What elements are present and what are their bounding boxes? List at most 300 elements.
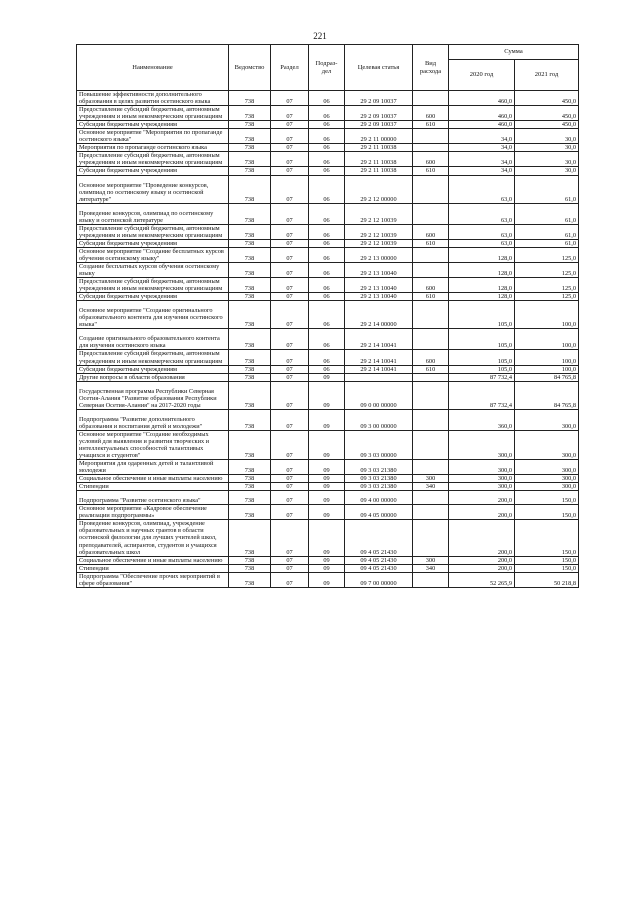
row-subsection: 09 <box>309 460 345 475</box>
row-section: 07 <box>271 278 309 293</box>
row-section: 07 <box>271 167 309 175</box>
row-name: Стипендии <box>77 564 229 572</box>
row-amount-2021: 300,0 <box>515 483 579 491</box>
row-subsection: 06 <box>309 365 345 373</box>
row-amount-2020: 105,0 <box>449 329 515 350</box>
table-row <box>77 167 579 175</box>
table-row <box>77 175 579 203</box>
row-amount-2020: 128,0 <box>449 293 515 301</box>
row-amount-2021: 125,0 <box>515 262 579 277</box>
row-subsection: 06 <box>309 106 345 121</box>
row-subsection: 06 <box>309 293 345 301</box>
row-subsection: 06 <box>309 278 345 293</box>
row-amount-2020: 300,0 <box>449 483 515 491</box>
row-amount-2021: 100,0 <box>515 329 579 350</box>
table-row <box>77 409 579 430</box>
row-subsection: 06 <box>309 203 345 224</box>
row-subsection: 06 <box>309 129 345 144</box>
row-section: 07 <box>271 572 309 587</box>
row-exp-type: 340 <box>413 483 449 491</box>
row-subsection: 06 <box>309 350 345 365</box>
row-dept: 738 <box>229 572 271 587</box>
row-subsection: 06 <box>309 262 345 277</box>
table-row <box>77 381 579 409</box>
table-row <box>77 564 579 572</box>
row-name: Повышение эффективности дополнительного образования в целях развития осетинского языка <box>77 91 229 106</box>
row-exp-type: 600 <box>413 152 449 167</box>
row-section: 07 <box>271 91 309 106</box>
row-dept: 738 <box>229 460 271 475</box>
table-row <box>77 475 579 483</box>
row-section: 07 <box>271 491 309 505</box>
row-amount-2020: 460,0 <box>449 121 515 129</box>
row-name: Подпрограмма "Обеспечение прочих мероприятий в сфере образования" <box>77 572 229 587</box>
header-section: Раздел <box>271 45 309 91</box>
row-target: 29 2 11 10038 <box>345 167 413 175</box>
table-header <box>77 45 579 91</box>
row-amount-2021: 300,0 <box>515 475 579 483</box>
row-exp-type <box>413 329 449 350</box>
row-amount-2020: 63,0 <box>449 224 515 239</box>
row-subsection: 06 <box>309 175 345 203</box>
row-amount-2021: 450,0 <box>515 121 579 129</box>
row-dept: 738 <box>229 365 271 373</box>
row-exp-type <box>413 247 449 262</box>
row-name: Государственная программа Республики Северная Осетия-Алания "Развитие образования Республики Северная Осетия-Алания" на 2017-2020 годы <box>77 381 229 409</box>
row-subsection: 09 <box>309 475 345 483</box>
row-dept: 738 <box>229 203 271 224</box>
row-target: 09 4 05 00000 <box>345 505 413 520</box>
row-amount-2021: 100,0 <box>515 350 579 365</box>
row-amount-2020: 360,0 <box>449 409 515 430</box>
table-row <box>77 293 579 301</box>
row-section: 07 <box>271 129 309 144</box>
row-target: 09 4 05 21430 <box>345 556 413 564</box>
table-row <box>77 301 579 329</box>
table-row <box>77 262 579 277</box>
row-section: 07 <box>271 381 309 409</box>
row-amount-2020: 34,0 <box>449 167 515 175</box>
row-subsection: 06 <box>309 152 345 167</box>
row-subsection: 09 <box>309 520 345 556</box>
row-dept: 738 <box>229 301 271 329</box>
row-target: 29 2 13 10040 <box>345 262 413 277</box>
row-amount-2021: 30,0 <box>515 144 579 152</box>
row-dept: 738 <box>229 329 271 350</box>
header-year-2021: 2021 год <box>515 60 579 91</box>
row-name: Основное мероприятие «Кадровое обеспечение реализации подпрограммы» <box>77 505 229 520</box>
table-row <box>77 144 579 152</box>
row-dept: 738 <box>229 91 271 106</box>
row-amount-2021: 30,0 <box>515 167 579 175</box>
table-row <box>77 373 579 381</box>
table-row <box>77 460 579 475</box>
row-exp-type: 300 <box>413 556 449 564</box>
row-subsection: 09 <box>309 430 345 459</box>
row-section: 07 <box>271 144 309 152</box>
row-amount-2020: 460,0 <box>449 91 515 106</box>
row-amount-2020: 63,0 <box>449 203 515 224</box>
row-target: 29 2 14 10041 <box>345 329 413 350</box>
row-name: Создание оригинального образовательного контента для изучения осетинского языка <box>77 329 229 350</box>
row-name: Субсидии бюджетным учреждениям <box>77 293 229 301</box>
row-subsection: 09 <box>309 483 345 491</box>
row-amount-2021: 150,0 <box>515 564 579 572</box>
row-target: 09 3 03 21380 <box>345 483 413 491</box>
row-target: 29 2 09 10037 <box>345 121 413 129</box>
row-exp-type <box>413 572 449 587</box>
row-amount-2021: 61,0 <box>515 239 579 247</box>
row-dept: 738 <box>229 475 271 483</box>
row-amount-2021: 100,0 <box>515 301 579 329</box>
row-section: 07 <box>271 505 309 520</box>
header-exp-type: Вид расхода <box>413 45 449 91</box>
row-section: 07 <box>271 556 309 564</box>
row-dept: 738 <box>229 224 271 239</box>
row-section: 07 <box>271 106 309 121</box>
row-amount-2021: 125,0 <box>515 278 579 293</box>
row-target: 29 2 14 10041 <box>345 350 413 365</box>
row-amount-2020: 200,0 <box>449 505 515 520</box>
row-exp-type: 300 <box>413 475 449 483</box>
table-row <box>77 203 579 224</box>
row-dept: 738 <box>229 556 271 564</box>
row-exp-type <box>413 381 449 409</box>
row-section: 07 <box>271 520 309 556</box>
row-target: 29 2 12 10039 <box>345 239 413 247</box>
row-exp-type <box>413 505 449 520</box>
row-name: Предоставление субсидий бюджетным, автономным учреждениям и иным некоммерческим организациям <box>77 224 229 239</box>
row-section: 07 <box>271 430 309 459</box>
row-subsection: 09 <box>309 381 345 409</box>
row-dept: 738 <box>229 106 271 121</box>
row-amount-2020: 128,0 <box>449 278 515 293</box>
row-exp-type <box>413 520 449 556</box>
row-name: Другие вопросы в области образования <box>77 373 229 381</box>
table-row <box>77 329 579 350</box>
row-dept: 738 <box>229 278 271 293</box>
row-name: Проведение конкурсов, олимпиад, учреждение образовательных и научных грантов в области осетинской филологии для лучших учителей школ, преподавателей, аспирантов, студентов и учащихся образовательных школ <box>77 520 229 556</box>
row-amount-2020: 200,0 <box>449 564 515 572</box>
row-amount-2020: 200,0 <box>449 491 515 505</box>
row-name: Основное мероприятие "Создание необходимых условий для выявления и развития творческих и интеллектуальных способностей талантливых учащихся и студентов" <box>77 430 229 459</box>
row-name: Основное мероприятие "Мероприятия по пропаганде осетинского языка" <box>77 129 229 144</box>
row-section: 07 <box>271 373 309 381</box>
row-subsection: 06 <box>309 91 345 106</box>
row-name: Субсидии бюджетным учреждениям <box>77 121 229 129</box>
table-row <box>77 121 579 129</box>
row-name: Создание бесплатных курсов обучения осетинскому языку <box>77 262 229 277</box>
row-section: 07 <box>271 329 309 350</box>
table-row <box>77 483 579 491</box>
row-amount-2020: 105,0 <box>449 301 515 329</box>
row-exp-type: 600 <box>413 350 449 365</box>
row-name: Предоставление субсидий бюджетным, автономным учреждениям и иным некоммерческим организациям <box>77 350 229 365</box>
header-subsection: Подраз-дел <box>309 45 345 91</box>
row-name: Предоставление субсидий бюджетным, автономным учреждениям и иным некоммерческим организациям <box>77 278 229 293</box>
row-target: 29 2 13 10040 <box>345 278 413 293</box>
row-dept: 738 <box>229 491 271 505</box>
row-target: 09 4 05 21430 <box>345 564 413 572</box>
table-row <box>77 129 579 144</box>
row-exp-type: 600 <box>413 106 449 121</box>
table-body <box>77 91 579 588</box>
row-amount-2020: 128,0 <box>449 262 515 277</box>
row-section: 07 <box>271 152 309 167</box>
table-row <box>77 247 579 262</box>
row-target: 09 4 00 00000 <box>345 491 413 505</box>
row-dept: 738 <box>229 520 271 556</box>
row-exp-type <box>413 91 449 106</box>
row-exp-type <box>413 301 449 329</box>
row-section: 07 <box>271 365 309 373</box>
page-number: 221 <box>313 31 327 41</box>
row-amount-2021: 50 218,8 <box>515 572 579 587</box>
row-target: 09 3 00 00000 <box>345 409 413 430</box>
row-target: 29 2 13 10040 <box>345 293 413 301</box>
row-section: 07 <box>271 224 309 239</box>
row-name: Субсидии бюджетным учреждениям <box>77 167 229 175</box>
row-amount-2020: 460,0 <box>449 106 515 121</box>
row-target: 29 2 14 10041 <box>345 365 413 373</box>
row-exp-type <box>413 129 449 144</box>
row-amount-2021: 150,0 <box>515 556 579 564</box>
table-row <box>77 556 579 564</box>
row-section: 07 <box>271 475 309 483</box>
row-section: 07 <box>271 460 309 475</box>
row-dept: 738 <box>229 483 271 491</box>
row-dept: 738 <box>229 167 271 175</box>
row-section: 07 <box>271 350 309 365</box>
row-dept: 738 <box>229 262 271 277</box>
row-name: Основное мероприятие "Проведение конкурсов, олимпиад по осетинскому языку и осетинской литературе" <box>77 175 229 203</box>
row-name: Мероприятия по пропаганде осетинского языка <box>77 144 229 152</box>
table-row <box>77 224 579 239</box>
row-exp-type <box>413 175 449 203</box>
row-exp-type: 610 <box>413 167 449 175</box>
row-section: 07 <box>271 483 309 491</box>
row-subsection: 06 <box>309 239 345 247</box>
header-name: Наименование <box>77 45 229 91</box>
row-dept: 738 <box>229 175 271 203</box>
row-target: 29 2 11 10038 <box>345 152 413 167</box>
row-section: 07 <box>271 564 309 572</box>
row-subsection: 09 <box>309 556 345 564</box>
row-amount-2020: 52 265,9 <box>449 572 515 587</box>
table-row <box>77 430 579 459</box>
row-dept: 738 <box>229 144 271 152</box>
table-row <box>77 278 579 293</box>
row-amount-2021: 150,0 <box>515 520 579 556</box>
row-name: Субсидии бюджетным учреждениям <box>77 239 229 247</box>
row-name: Мероприятия для одаренных детей и талантливой молодежи <box>77 460 229 475</box>
row-amount-2020: 105,0 <box>449 365 515 373</box>
row-dept: 738 <box>229 564 271 572</box>
row-subsection: 06 <box>309 224 345 239</box>
row-name: Стипендии <box>77 483 229 491</box>
row-target: 29 2 14 00000 <box>345 301 413 329</box>
row-amount-2020: 128,0 <box>449 247 515 262</box>
row-name: Социальное обеспечение и иные выплаты населению <box>77 475 229 483</box>
row-dept: 738 <box>229 293 271 301</box>
row-exp-type: 340 <box>413 564 449 572</box>
row-exp-type: 610 <box>413 365 449 373</box>
row-exp-type: 610 <box>413 239 449 247</box>
row-target: 29 2 09 10037 <box>345 91 413 106</box>
row-name: Проведение конкурсов, олимпиад по осетинскому языку и осетинской литературе <box>77 203 229 224</box>
row-amount-2021: 300,0 <box>515 430 579 459</box>
row-name: Предоставление субсидий бюджетным, автономным учреждениям и иным некоммерческим организациям <box>77 106 229 121</box>
row-amount-2021: 84 765,8 <box>515 381 579 409</box>
row-exp-type: 610 <box>413 293 449 301</box>
row-amount-2020: 300,0 <box>449 460 515 475</box>
row-section: 07 <box>271 262 309 277</box>
row-target: 09 0 00 00000 <box>345 381 413 409</box>
row-amount-2021: 150,0 <box>515 505 579 520</box>
row-amount-2021: 150,0 <box>515 491 579 505</box>
row-exp-type <box>413 491 449 505</box>
row-amount-2021: 61,0 <box>515 175 579 203</box>
row-dept: 738 <box>229 247 271 262</box>
row-target: 09 7 00 00000 <box>345 572 413 587</box>
row-amount-2020: 63,0 <box>449 239 515 247</box>
row-dept: 738 <box>229 152 271 167</box>
row-amount-2021: 450,0 <box>515 91 579 106</box>
row-subsection: 09 <box>309 409 345 430</box>
header-dept: Ведомство <box>229 45 271 91</box>
row-subsection: 06 <box>309 247 345 262</box>
row-section: 07 <box>271 121 309 129</box>
row-target: 09 3 03 21380 <box>345 475 413 483</box>
table-row <box>77 572 579 587</box>
table-row <box>77 106 579 121</box>
row-dept: 738 <box>229 350 271 365</box>
row-dept: 738 <box>229 121 271 129</box>
row-amount-2020: 34,0 <box>449 152 515 167</box>
row-amount-2020: 200,0 <box>449 520 515 556</box>
row-exp-type <box>413 460 449 475</box>
row-amount-2021: 30,0 <box>515 129 579 144</box>
table-row <box>77 91 579 106</box>
row-amount-2020: 300,0 <box>449 430 515 459</box>
row-exp-type: 600 <box>413 224 449 239</box>
row-subsection: 06 <box>309 301 345 329</box>
table-row <box>77 239 579 247</box>
row-amount-2021: 300,0 <box>515 409 579 430</box>
budget-table <box>76 44 579 588</box>
row-exp-type <box>413 203 449 224</box>
row-target: 29 2 12 00000 <box>345 175 413 203</box>
row-dept: 738 <box>229 239 271 247</box>
row-subsection: 09 <box>309 572 345 587</box>
row-subsection: 06 <box>309 329 345 350</box>
row-exp-type: 610 <box>413 121 449 129</box>
table-row <box>77 350 579 365</box>
table-row <box>77 491 579 505</box>
row-section: 07 <box>271 301 309 329</box>
row-dept: 738 <box>229 505 271 520</box>
row-amount-2020: 87 732,4 <box>449 373 515 381</box>
row-subsection: 09 <box>309 491 345 505</box>
row-amount-2021: 61,0 <box>515 224 579 239</box>
row-section: 07 <box>271 247 309 262</box>
row-dept: 738 <box>229 373 271 381</box>
row-subsection: 06 <box>309 121 345 129</box>
row-name: Социальное обеспечение и иные выплаты населению <box>77 556 229 564</box>
header-target: Целевая статья <box>345 45 413 91</box>
row-amount-2020: 63,0 <box>449 175 515 203</box>
row-exp-type <box>413 409 449 430</box>
row-exp-type <box>413 144 449 152</box>
table-row <box>77 520 579 556</box>
row-dept: 738 <box>229 430 271 459</box>
row-name: Подпрограмма "Развитие дополнительного образования и воспитания детей и молодежи" <box>77 409 229 430</box>
table-row <box>77 152 579 167</box>
row-section: 07 <box>271 293 309 301</box>
row-name: Субсидии бюджетным учреждениям <box>77 365 229 373</box>
row-section: 07 <box>271 239 309 247</box>
row-target: 29 2 11 10038 <box>345 144 413 152</box>
row-amount-2021: 61,0 <box>515 203 579 224</box>
row-amount-2020: 34,0 <box>449 129 515 144</box>
row-amount-2021: 100,0 <box>515 365 579 373</box>
row-subsection: 09 <box>309 505 345 520</box>
row-name: Предоставление субсидий бюджетным, автономным учреждениям и иным некоммерческим организациям <box>77 152 229 167</box>
row-name: Основное мероприятие "Создание оригинального образовательного контента для изучения осетинского языка" <box>77 301 229 329</box>
row-target <box>345 373 413 381</box>
row-section: 07 <box>271 409 309 430</box>
row-amount-2020: 34,0 <box>449 144 515 152</box>
row-amount-2021: 125,0 <box>515 293 579 301</box>
row-amount-2020: 300,0 <box>449 475 515 483</box>
row-amount-2020: 200,0 <box>449 556 515 564</box>
row-amount-2021: 450,0 <box>515 106 579 121</box>
row-target: 29 2 13 00000 <box>345 247 413 262</box>
row-amount-2020: 87 732,4 <box>449 381 515 409</box>
row-dept: 738 <box>229 381 271 409</box>
row-amount-2021: 125,0 <box>515 247 579 262</box>
row-subsection: 06 <box>309 167 345 175</box>
table-row <box>77 365 579 373</box>
row-target: 09 3 03 21380 <box>345 460 413 475</box>
row-section: 07 <box>271 203 309 224</box>
header-sum: Сумма <box>449 45 579 60</box>
row-amount-2020: 105,0 <box>449 350 515 365</box>
row-subsection: 09 <box>309 373 345 381</box>
row-name: Основное мероприятие "Создание бесплатных курсов обучения осетинскому языку" <box>77 247 229 262</box>
header-year-2020: 2020 год <box>449 60 515 91</box>
row-target: 29 2 12 10039 <box>345 224 413 239</box>
row-target: 29 2 09 10037 <box>345 106 413 121</box>
row-amount-2021: 30,0 <box>515 152 579 167</box>
row-subsection: 06 <box>309 144 345 152</box>
row-amount-2021: 300,0 <box>515 460 579 475</box>
row-target: 29 2 11 00000 <box>345 129 413 144</box>
row-name: Подпрограмма "Развитие осетинского языка" <box>77 491 229 505</box>
row-target: 29 2 12 10039 <box>345 203 413 224</box>
row-exp-type <box>413 262 449 277</box>
row-exp-type <box>413 430 449 459</box>
row-dept: 738 <box>229 409 271 430</box>
row-amount-2021: 84 765,8 <box>515 373 579 381</box>
row-exp-type: 600 <box>413 278 449 293</box>
row-subsection: 09 <box>309 564 345 572</box>
row-dept: 738 <box>229 129 271 144</box>
row-exp-type <box>413 373 449 381</box>
row-target: 09 4 05 21430 <box>345 520 413 556</box>
row-target: 09 3 03 00000 <box>345 430 413 459</box>
table-row <box>77 505 579 520</box>
